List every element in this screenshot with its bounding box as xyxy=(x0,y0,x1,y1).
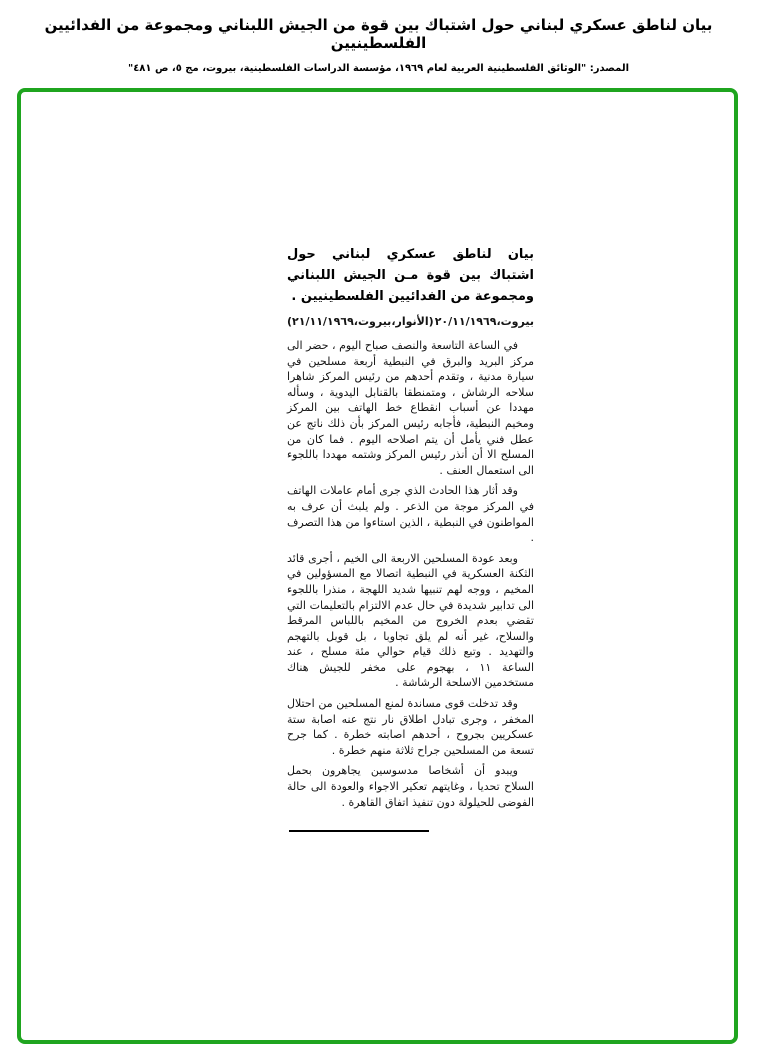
document-frame xyxy=(17,88,738,1044)
paragraph: وبعد عودة المسلحين الاربعة الى الخيم ، أجرى قائد الثكنة العسكرية في النبطية اتصالا مع المسؤولين في المخيم ، ووجه لهم تنبيها شديد اللهجة ، منذرا باللجوء الى تدابير شديدة في حال عدم الالتزام بالتعليمات التي تقضي بعدم الخروج من المخيم باللباس المرقط والسلاح، غير أنه لم يلق تجاوبا ، بل قوبل بالتهجم والتهديد . وتبع ذلك قيام حوالي مئة مسلح ، عند الساعة ١١ ، بهجوم على مخفر للجيش هناك مستخدمين الاسلحة الرشاشة . xyxy=(287,551,534,690)
paragraph: في الساعة التاسعة والنصف صباح اليوم ، حضر الى مركز البريد والبرق في النبطية أربعة مسلحين في سيارة مدنية ، وتقدم أحدهم من رئيس المركز شاهرا سلاحه الرشاش ، ومتمنطقا بالقنابل اليدوية ، وسأله مهددا عن أسباب انقطاع خط الهاتف بين المركز ومخيم النبطية، فأجابه رئيس المركز بأن ذلك ناتج عن عطل فني يأمل أن يتم اصلاحه اليوم . فما كان من المسلح الا أن أنذر رئيس المركز وشتمه مهددا باللجوء الى استعمال العنف . xyxy=(287,339,534,477)
end-of-document-rule xyxy=(289,830,429,832)
source-line: المصدر: "الوثائق الفلسطينية العربية لعام ١٩٦٩، مؤسسة الدراسات الفلسطينية، بيروت، مج ٥، ص ٤٨١" xyxy=(127,63,630,74)
document-heading: بيان لناطق عسكري لبناني حول اشتباك بين قوة مـن الجيش اللبناني ومجموعة من الفدائيين الفلسطينيين . xyxy=(287,247,534,304)
dateline-source-citation: (الأنوار،بيروت،٢١/١١/١٩٦٩) xyxy=(287,315,434,328)
page-title: بيان لناطق عسكري لبناني حول اشتباك بين قوة من الجيش اللبناني ومجموعة من الفدائيين الفلسطينيين xyxy=(44,16,713,52)
scanned-document xyxy=(287,244,534,832)
dateline xyxy=(287,315,534,328)
paragraph: وقد أثار هذا الحادث الذي جرى أمام عاملات الهاتف في المركز موجة من الذعر . ولم يلبث أن عرف به المواطنون في النبطية ، الذين استاءوا من هذا التصرف . xyxy=(287,484,534,545)
dateline-place-date: بيروت،٢٠/١١/١٩٦٩ xyxy=(434,315,534,328)
paragraph: وقد تدخلت قوى مساندة لمنع المسلحين من احتلال المخفر ، وجرى تبادل اطلاق نار نتج عنه اصابة ستة عسكريين بجروح ، أحدهم اصابته خطرة . كما جرح تسعة من المسلحين جراح ثلاثة منهم خطرة . xyxy=(287,697,534,757)
paragraph: ويبدو أن أشخاصا مدسوسين يجاهرون بحمل السلاح تحديا ، وغايتهم تعكير الاجواء والعودة الى حالة الفوضى للحيلولة دون تنفيذ اتفاق القاهرة . xyxy=(287,764,534,809)
